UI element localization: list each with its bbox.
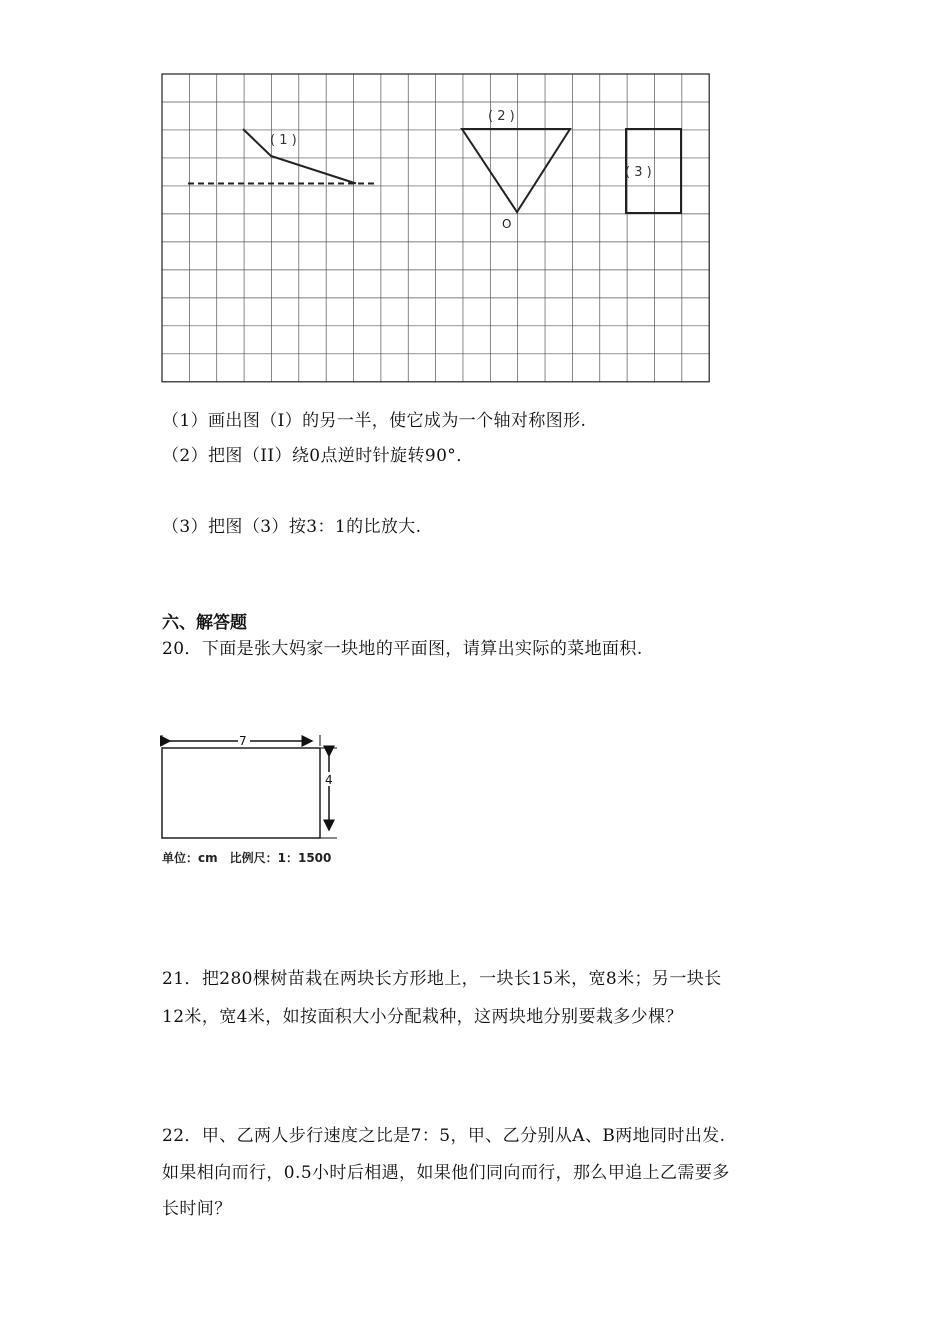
section-6-title: 六、解答题 <box>162 613 247 633</box>
q22-line2: 如果相向而行，0.5小时后相遇，如果他们同向而行，那么甲追上乙需要多 <box>162 1163 730 1183</box>
q21-line1: 21．把280棵树苗栽在两块长方形地上，一块长15米，宽8米；另一块长 <box>162 969 722 989</box>
q22-line3: 长时间？ <box>162 1199 232 1219</box>
q19-part2: （2）把图（II）绕0点逆时针旋转90°． <box>162 446 474 466</box>
length-label: 7 <box>239 734 247 748</box>
q22-line1: 22．甲、乙两人步行速度之比是7：5，甲、乙分别从A、B两地同时出发. <box>162 1126 726 1146</box>
figure-3-label: ( 3 ) <box>625 165 652 180</box>
figure-1-half <box>243 129 356 184</box>
q20-text: 20．下面是张大妈家一块地的平面图，请算出实际的菜地面积. <box>162 639 643 659</box>
q19-part1: （1）画出图（I）的另一半，使它成为一个轴对称图形. <box>162 411 587 431</box>
figure-2-label: ( 2 ) <box>488 109 515 124</box>
q19-part3: （3）把图（3）按3：1的比放大. <box>162 517 422 537</box>
figure-1-label: ( 1 ) <box>270 133 297 148</box>
q20-caption: 单位：cm 比例尺：1：1500 <box>162 851 332 865</box>
point-o-label: O <box>502 217 512 231</box>
grid-figure <box>160 72 712 384</box>
q20-plan-figure <box>160 732 345 844</box>
q21-line2: 12米，宽4米，如按面积大小分配栽种，这两块地分别要栽多少棵？ <box>162 1007 683 1027</box>
width-label: 4 <box>325 773 333 787</box>
plan-rectangle <box>162 748 320 838</box>
figure-2-triangle <box>462 129 570 212</box>
grid-lines <box>162 74 709 382</box>
